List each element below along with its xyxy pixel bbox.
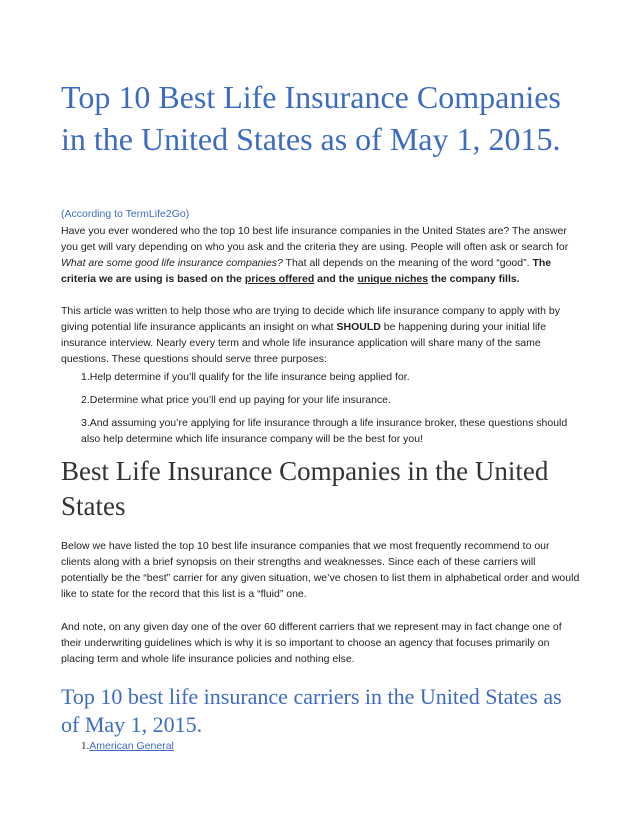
criteria-text-3: the company fills. — [428, 273, 520, 285]
note-paragraph: And note, on any given day one of the over 60 different carriers that we represent may in fact change one of their underwriting guidelines which is why it is so important to choose an agency that focuses primarily on placing term and whole life insurance policies and nothing else. — [61, 621, 562, 665]
article-text-2: be happening during your initial life insurance interview. Nearly every term and whole life insurance application will share many of the same questions. These questions should serve three purposes: — [61, 321, 547, 365]
carrier-number: 1. — [81, 740, 90, 752]
carrier-link-american-general[interactable]: American General — [89, 740, 174, 752]
purpose-item: 1.Help determine if you’ll qualify for the life insurance being applied for. — [81, 371, 410, 383]
carrier-list-intro-paragraph: Below we have listed the top 10 best life insurance companies that we most frequently recommend to our clients along with a brief synopsis on their strengths and weaknesses. Since each of these carriers will potentially be the “best” carrier for any given situation, we’ve chosen to list them in alphabetical order and would like to state for the record that this list is a “fluid” one. — [61, 540, 580, 600]
purpose-item: 3.And assuming you’re applying for life insurance through a life insurance broker, these questions should also help determine which life insurance company will be the best for you! — [81, 417, 568, 445]
article-paragraph — [61, 303, 581, 367]
source-attribution: (According to TermLife2Go) — [61, 208, 190, 220]
purposes-list — [81, 369, 579, 454]
carrier-item — [81, 740, 174, 752]
intro-italic-question: What are some good life insurance companies? — [61, 257, 283, 269]
should-emphasis: SHOULD — [336, 321, 381, 333]
page-title: Top 10 Best Life Insurance Companies in the United States as of May 1, 2015. — [61, 79, 561, 157]
criteria-text-2: and the — [314, 273, 358, 285]
intro-text-2: That all depends on the meaning of the word “good”. — [282, 257, 533, 269]
prices-offered-link[interactable]: prices offered — [244, 273, 315, 285]
carriers-list — [81, 740, 174, 752]
carriers-heading: Top 10 best life insurance carriers in the United States as of May 1, 2015. — [61, 684, 562, 737]
criteria-text-1: The criteria we are using is based on the — [61, 257, 552, 285]
unique-niches-link[interactable]: unique niches — [357, 273, 429, 285]
purpose-item: 2.Determine what price you’ll end up paying for your life insurance. — [81, 394, 391, 406]
article-text-1: This article was written to help those who are trying to decide which life insurance company to apply with by giving potential life insurance applicants an insight on what — [61, 305, 560, 333]
intro-paragraph — [61, 223, 581, 287]
intro-text-1: Have you ever wondered who the top 10 best life insurance companies in the United States are? The answer you get will vary depending on who you ask and the criteria they are using. People will often ask or search for — [61, 225, 569, 253]
section-heading: Best Life Insurance Companies in the United States — [61, 456, 549, 521]
